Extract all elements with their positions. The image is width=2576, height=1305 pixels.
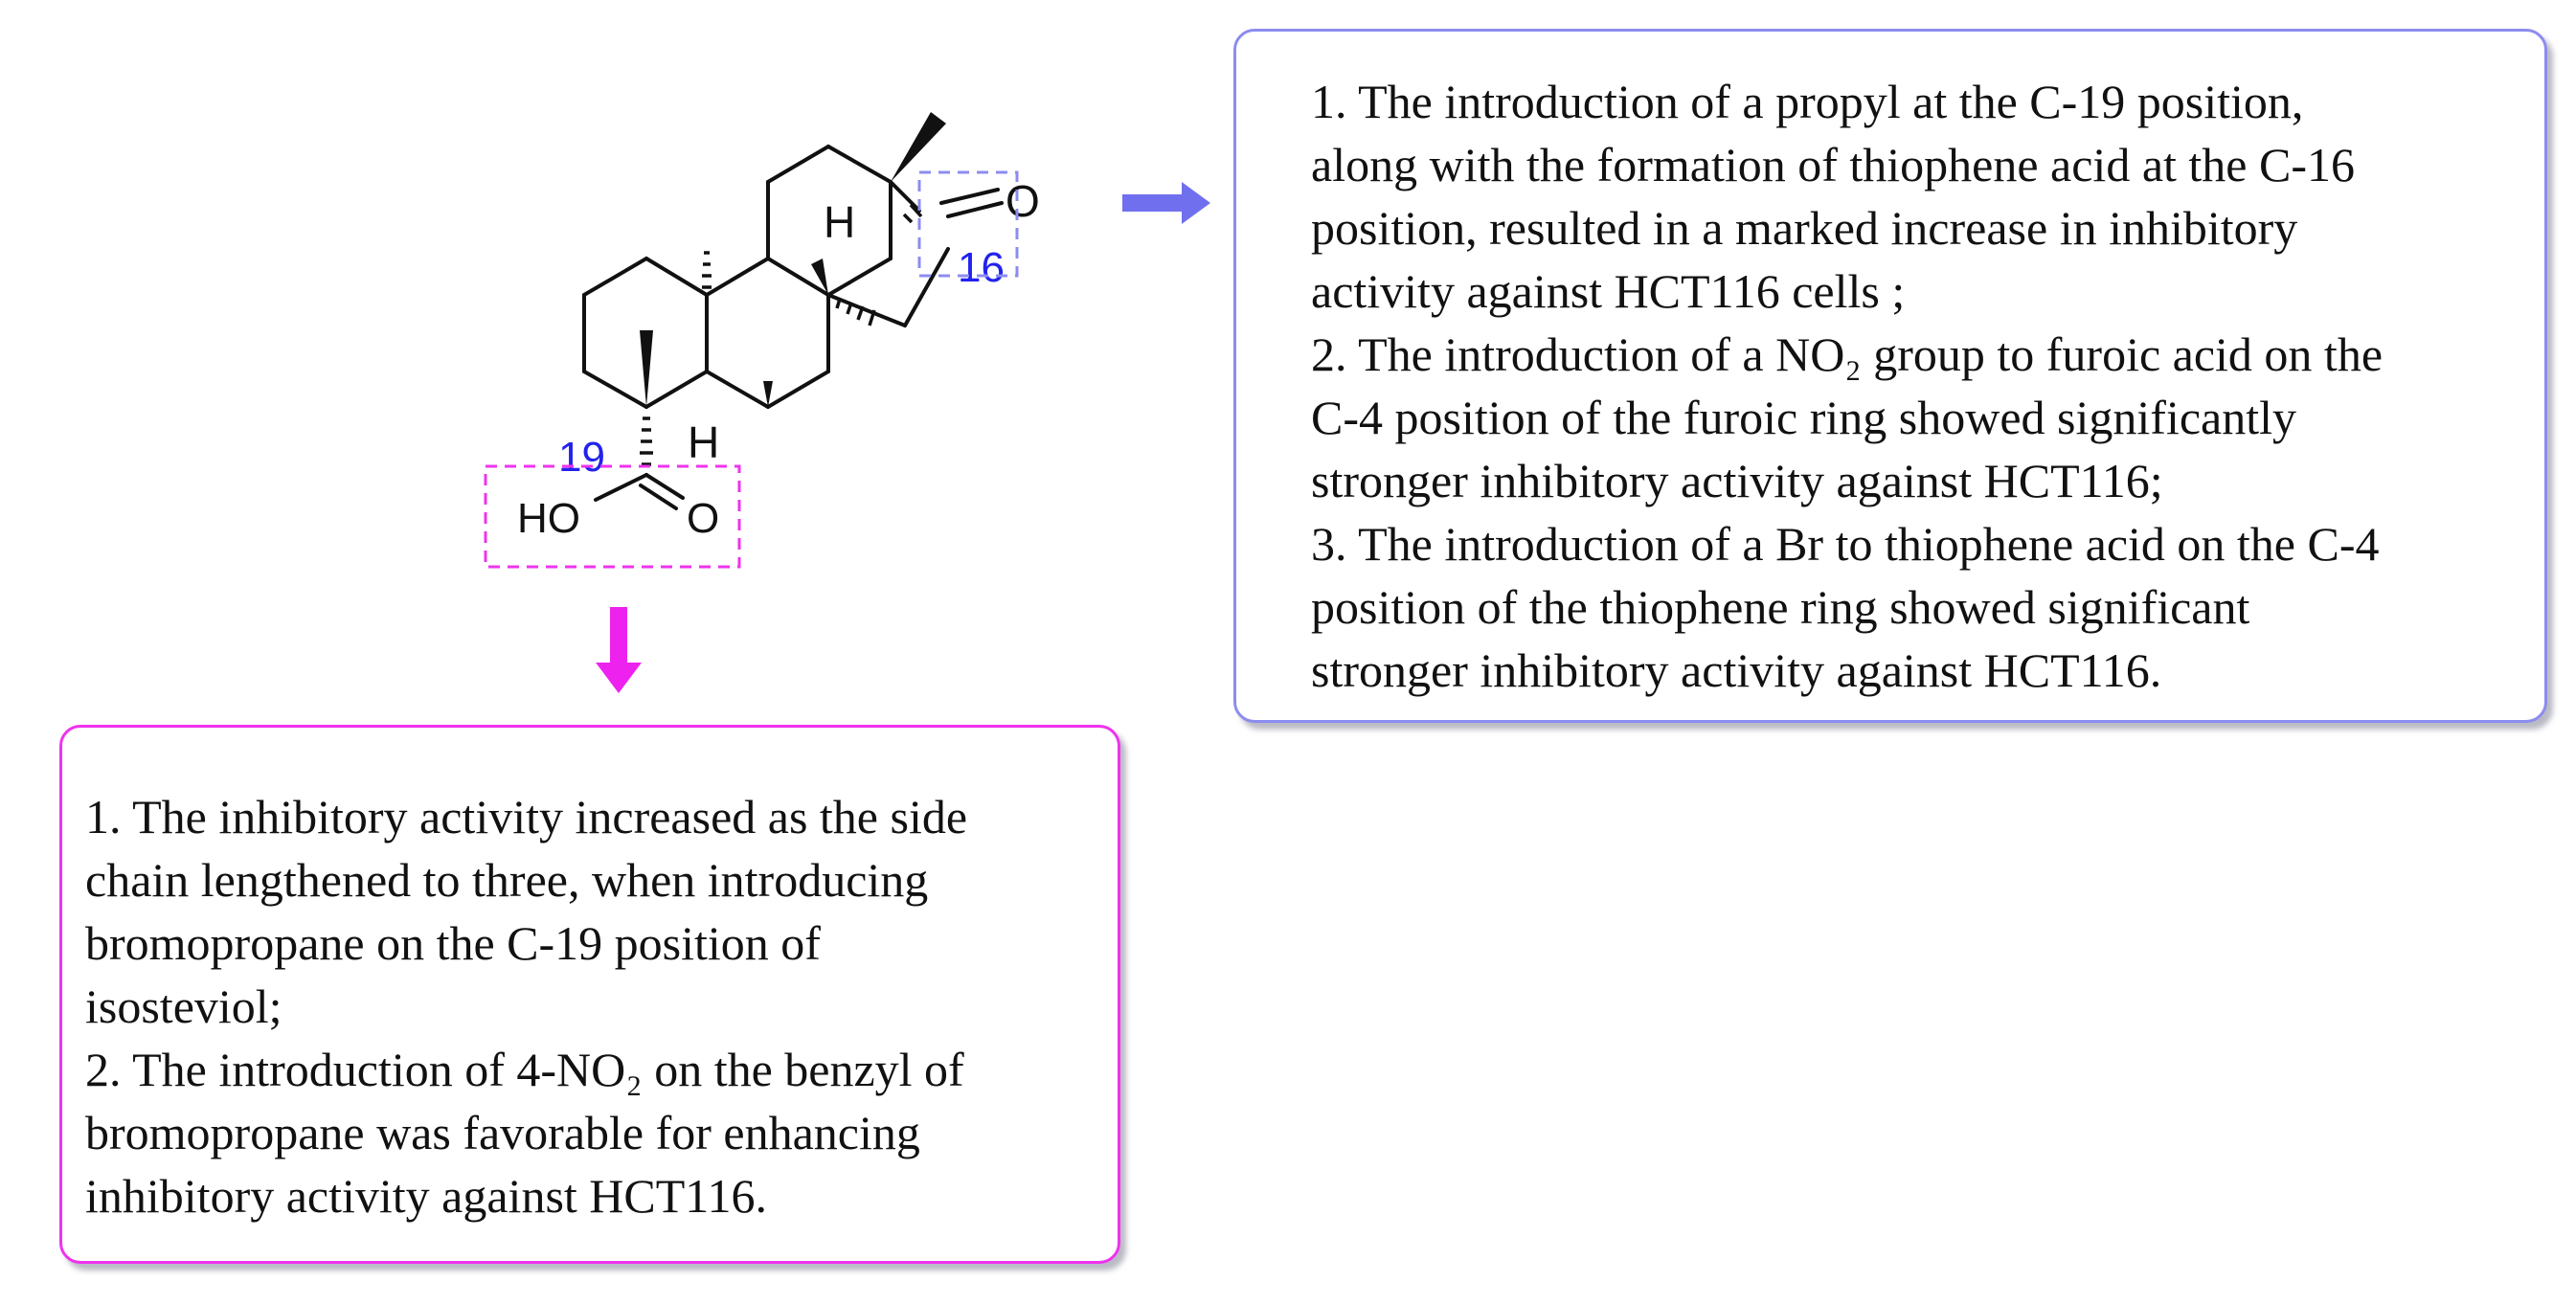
c19-label: 19: [558, 434, 605, 481]
text-line: chain lengthened to three, when introducing: [85, 853, 929, 907]
text-line: bromopropane on the C-19 position of: [85, 916, 821, 970]
text-line: along with the formation of thiophene acid at the C-16: [1311, 138, 2355, 191]
text-line: inhibitory activity against HCT116.: [85, 1169, 767, 1223]
text-line: C-4 position of the furoic ring showed significantly: [1311, 391, 2297, 444]
text-line: 1. The introduction of a propyl at the C-19 position,: [1311, 75, 2304, 128]
text-line: stronger inhibitory activity against HCT116.: [1311, 643, 2162, 697]
sar-summary-c19-box: [59, 725, 1120, 1264]
text-line: stronger inhibitory activity against HCT116;: [1311, 454, 2163, 507]
sar-summary-c16-box: [1233, 29, 2547, 723]
sar-summary-c19-text: [85, 785, 1091, 1227]
acid-oxygen: O: [687, 495, 720, 542]
isosteviol-structure: [479, 91, 1073, 579]
ketone-oxygen: O: [1006, 176, 1040, 226]
c16-label: 16: [958, 244, 1005, 291]
text-line: bromopropane was favorable for enhancing: [85, 1106, 920, 1159]
h-atom-top: H: [824, 197, 856, 247]
arrow-right-icon: [1122, 182, 1210, 224]
text-line: position of the thiophene ring showed significant: [1311, 580, 2250, 634]
hydroxyl-label: HO: [517, 495, 580, 542]
text-line: isosteviol;: [85, 979, 282, 1033]
text-line: activity against HCT116 cells ;: [1311, 264, 1906, 318]
text-line: position, resulted in a marked increase in inhibitory: [1311, 201, 2298, 255]
arrow-down-icon: [596, 607, 642, 693]
text-line: 2. The introduction of 4-NO₂ on the benzyl of: [85, 1043, 964, 1096]
text-line: 1. The inhibitory activity increased as the side: [85, 790, 968, 844]
text-line: 2. The introduction of a NO₂ group to furoic acid on the: [1311, 327, 2384, 381]
sar-summary-c16-text: [1311, 70, 2498, 702]
h-atom-bottom: H: [688, 417, 720, 467]
text-line: 3. The introduction of a Br to thiophene acid on the C-4: [1311, 517, 2380, 571]
